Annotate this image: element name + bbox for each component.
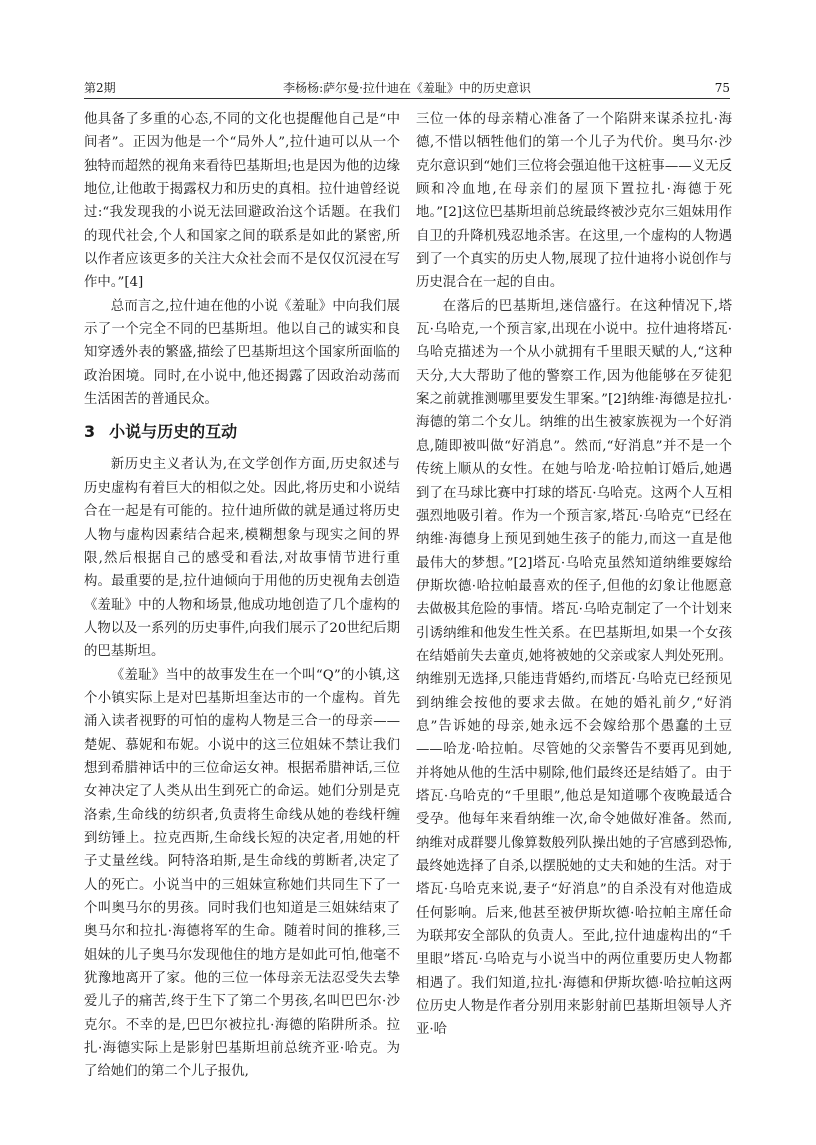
issue-label: 第2期 [84,81,116,95]
left-column [84,108,400,1084]
section-title: 小说与历史的互动 [109,422,238,442]
paragraph: 新历史主义者认为,在文学创作方面,历史叙述与历史虚构有着巨大的相似之处。因此,将历史和小说结合在一起是有可能的。拉什迪所做的就是通过将历史人物与虚构因素结合起来,模糊想象与现实之间的界限,然后根据自己的感受和看法,对故事情节进行重构。最重要的是,拉什迪倾向于用他的历史视角去创造《羞耻》中的人物和场景,他成功地创造了几个虚构的人物以及一系列的历史事件,向我们展示了20世纪后期的巴基斯坦。 [84,457,400,660]
paragraph: 他具备了多重的心态,不同的文化也提醒他自己是“中间者”。正因为他是一个“局外人”,拉什迪可以从一个独特而超然的视角来看待巴基斯坦;也是因为他的边缘地位,让他敢于揭露权力和历史的真相。拉什迪曾经说过:“我发现我的小说无法回避政治这个话题。在我们的现代社会,个人和国家之间的联系是如此的紧密,所以作者应该更多的关注大众社会而不是仅仅沉浸在写作中。”[4] [84,112,400,291]
section-number: 3 [84,422,96,442]
running-title: 李杨杨:萨尔曼·拉什迪在《羞耻》中的历史意识 [283,81,531,95]
paragraph: 在落后的巴基斯坦,迷信盛行。在这种情况下,塔瓦·乌哈克,一个预言家,出现在小说中。拉什迪将塔瓦·乌哈克描述为一个从小就拥有千里眼天赋的人,“这种天分,大大帮助了他的警察工作,因为他能够在歹徒犯案之前就推测哪里要发生罪案。”[2]纳维·海德是拉扎·海德的第二个女儿。纳维的出生被家族视为一个好消息,随即被叫做“好消息”。然而,“好消息”并不是一个传统上顺从的女性。在她与哈龙·哈拉帕订婚后,她遇到了在马球比赛中打球的塔瓦·乌哈克。这两个人互相强烈地吸引着。作为一个预言家,塔瓦·乌哈克“已经在纳维·海德身上预见到她生孩子的能力,而这一直是他最伟大的梦想。”[2]塔瓦·乌哈克虽然知道纳维要嫁给伊斯坎德·哈拉帕最喜欢的侄子,但他的幻象让他愿意去做极其危险的事情。塔瓦·乌哈克制定了一个计划来引诱纳维和他发生性关系。在巴基斯坦,如果一个女孩在结婚前失去童贞,她将被她的父亲或家人判处死刑。纳维别无选择,只能违背婚约,而塔瓦·乌哈克已经预见到纳维会按他的要求去做。在她的婚礼前夕,“好消息”告诉她的母亲,她永远不会嫁给那个愚蠢的土豆——哈龙·哈拉帕。尽管她的父亲警告不要再见到她,并将她从他的生活中剔除,他们最终还是结婚了。由于塔瓦·乌哈克的“千里眼”,他总是知道哪个夜晚最适合受孕。他每年来看纳维一次,命令她做好准备。然而,纳维对成群婴儿像算数般列队操出她的子宫感到恐怖,最终她选择了自杀,以摆脱她的丈夫和她的生活。对于塔瓦·乌哈克来说,妻子“好消息”的自杀没有对他造成任何影响。后来,他甚至被伊斯坎德·哈拉帕主席任命为联邦安全部队的负责人。至此,拉什迪虚构出的“千里眼”塔瓦·乌哈克与小说当中的两位重要历史人物都相遇了。我们知道,拉扎·海德和伊斯坎德·哈拉帕这两位历史人物是作者分别用来影射前巴基斯坦领导人齐亚·哈 [416,298,732,1038]
running-header [84,80,730,99]
section-heading [84,421,400,443]
page-number: 75 [714,81,730,95]
paragraph: 《羞耻》当中的故事发生在一个叫“Q”的小镇,这个小镇实际上是对巴基斯坦奎达市的一个虚构。首先涌入读者视野的可怕的虚构人物是三合一的母亲——楚妮、慕妮和布妮。小说中的这三位姐妹不禁让我们想到希腊神话中的三位命运女神。根据希腊神话,三位女神决定了人类从出生到死亡的命运。她们分别是克洛索,生命线的纺织者,负责将生命线从她的卷线杆缠到纺锤上。拉克西斯,生命线长短的决定者,用她的杆子丈量丝线。阿特洛珀斯,是生命线的剪断者,决定了人的死亡。小说当中的三姐妹宣称她们共同生下了一个叫奥马尔的男孩。同时我们也知道是三姐妹结束了奥马尔和拉扎·海德将军的生命。随着时间的推移,三姐妹的儿子奥马尔发现他住的地方是如此可怕,他毫不犹豫地离开了家。他的三位一体母亲无法忍受失去挚爱儿子的痛苦,终于生下了第二个男孩,名叫巴巴尔·沙克尔。不幸的是,巴巴尔被拉扎·海德的陷阱所杀。拉扎·海德实际上是影射巴基斯坦前总统齐亚·哈克。为了给她们的第二个儿子报仇, [84,667,400,1080]
right-column [416,108,732,1042]
paragraph: 总而言之,拉什迪在他的小说《羞耻》中向我们展示了一个完全不同的巴基斯坦。他以自己的诚实和良知穿透外表的繁盛,描绘了巴基斯坦这个国家所面临的政治困境。同时,在小说中,他还揭露了因政治动荡而生活困苦的普通民众。 [84,298,400,408]
paragraph: 三位一体的母亲精心准备了一个陷阱来谋杀拉扎·海德,不惜以牺牲他们的第一个儿子为代价。奥马尔·沙克尔意识到“她们三位将会强迫他干这桩事——义无反顾和冷血地,在母亲们的屋顶下置拉扎·海德于死地。”[2]这位巴基斯坦前总统最终被沙克尔三姐妹用作自卫的升降机残忍地杀害。在这里,一个虚构的人物遇到了一个真实的历史人物,展现了拉什迪将小说创作与历史混合在一起的自由。 [416,112,732,291]
